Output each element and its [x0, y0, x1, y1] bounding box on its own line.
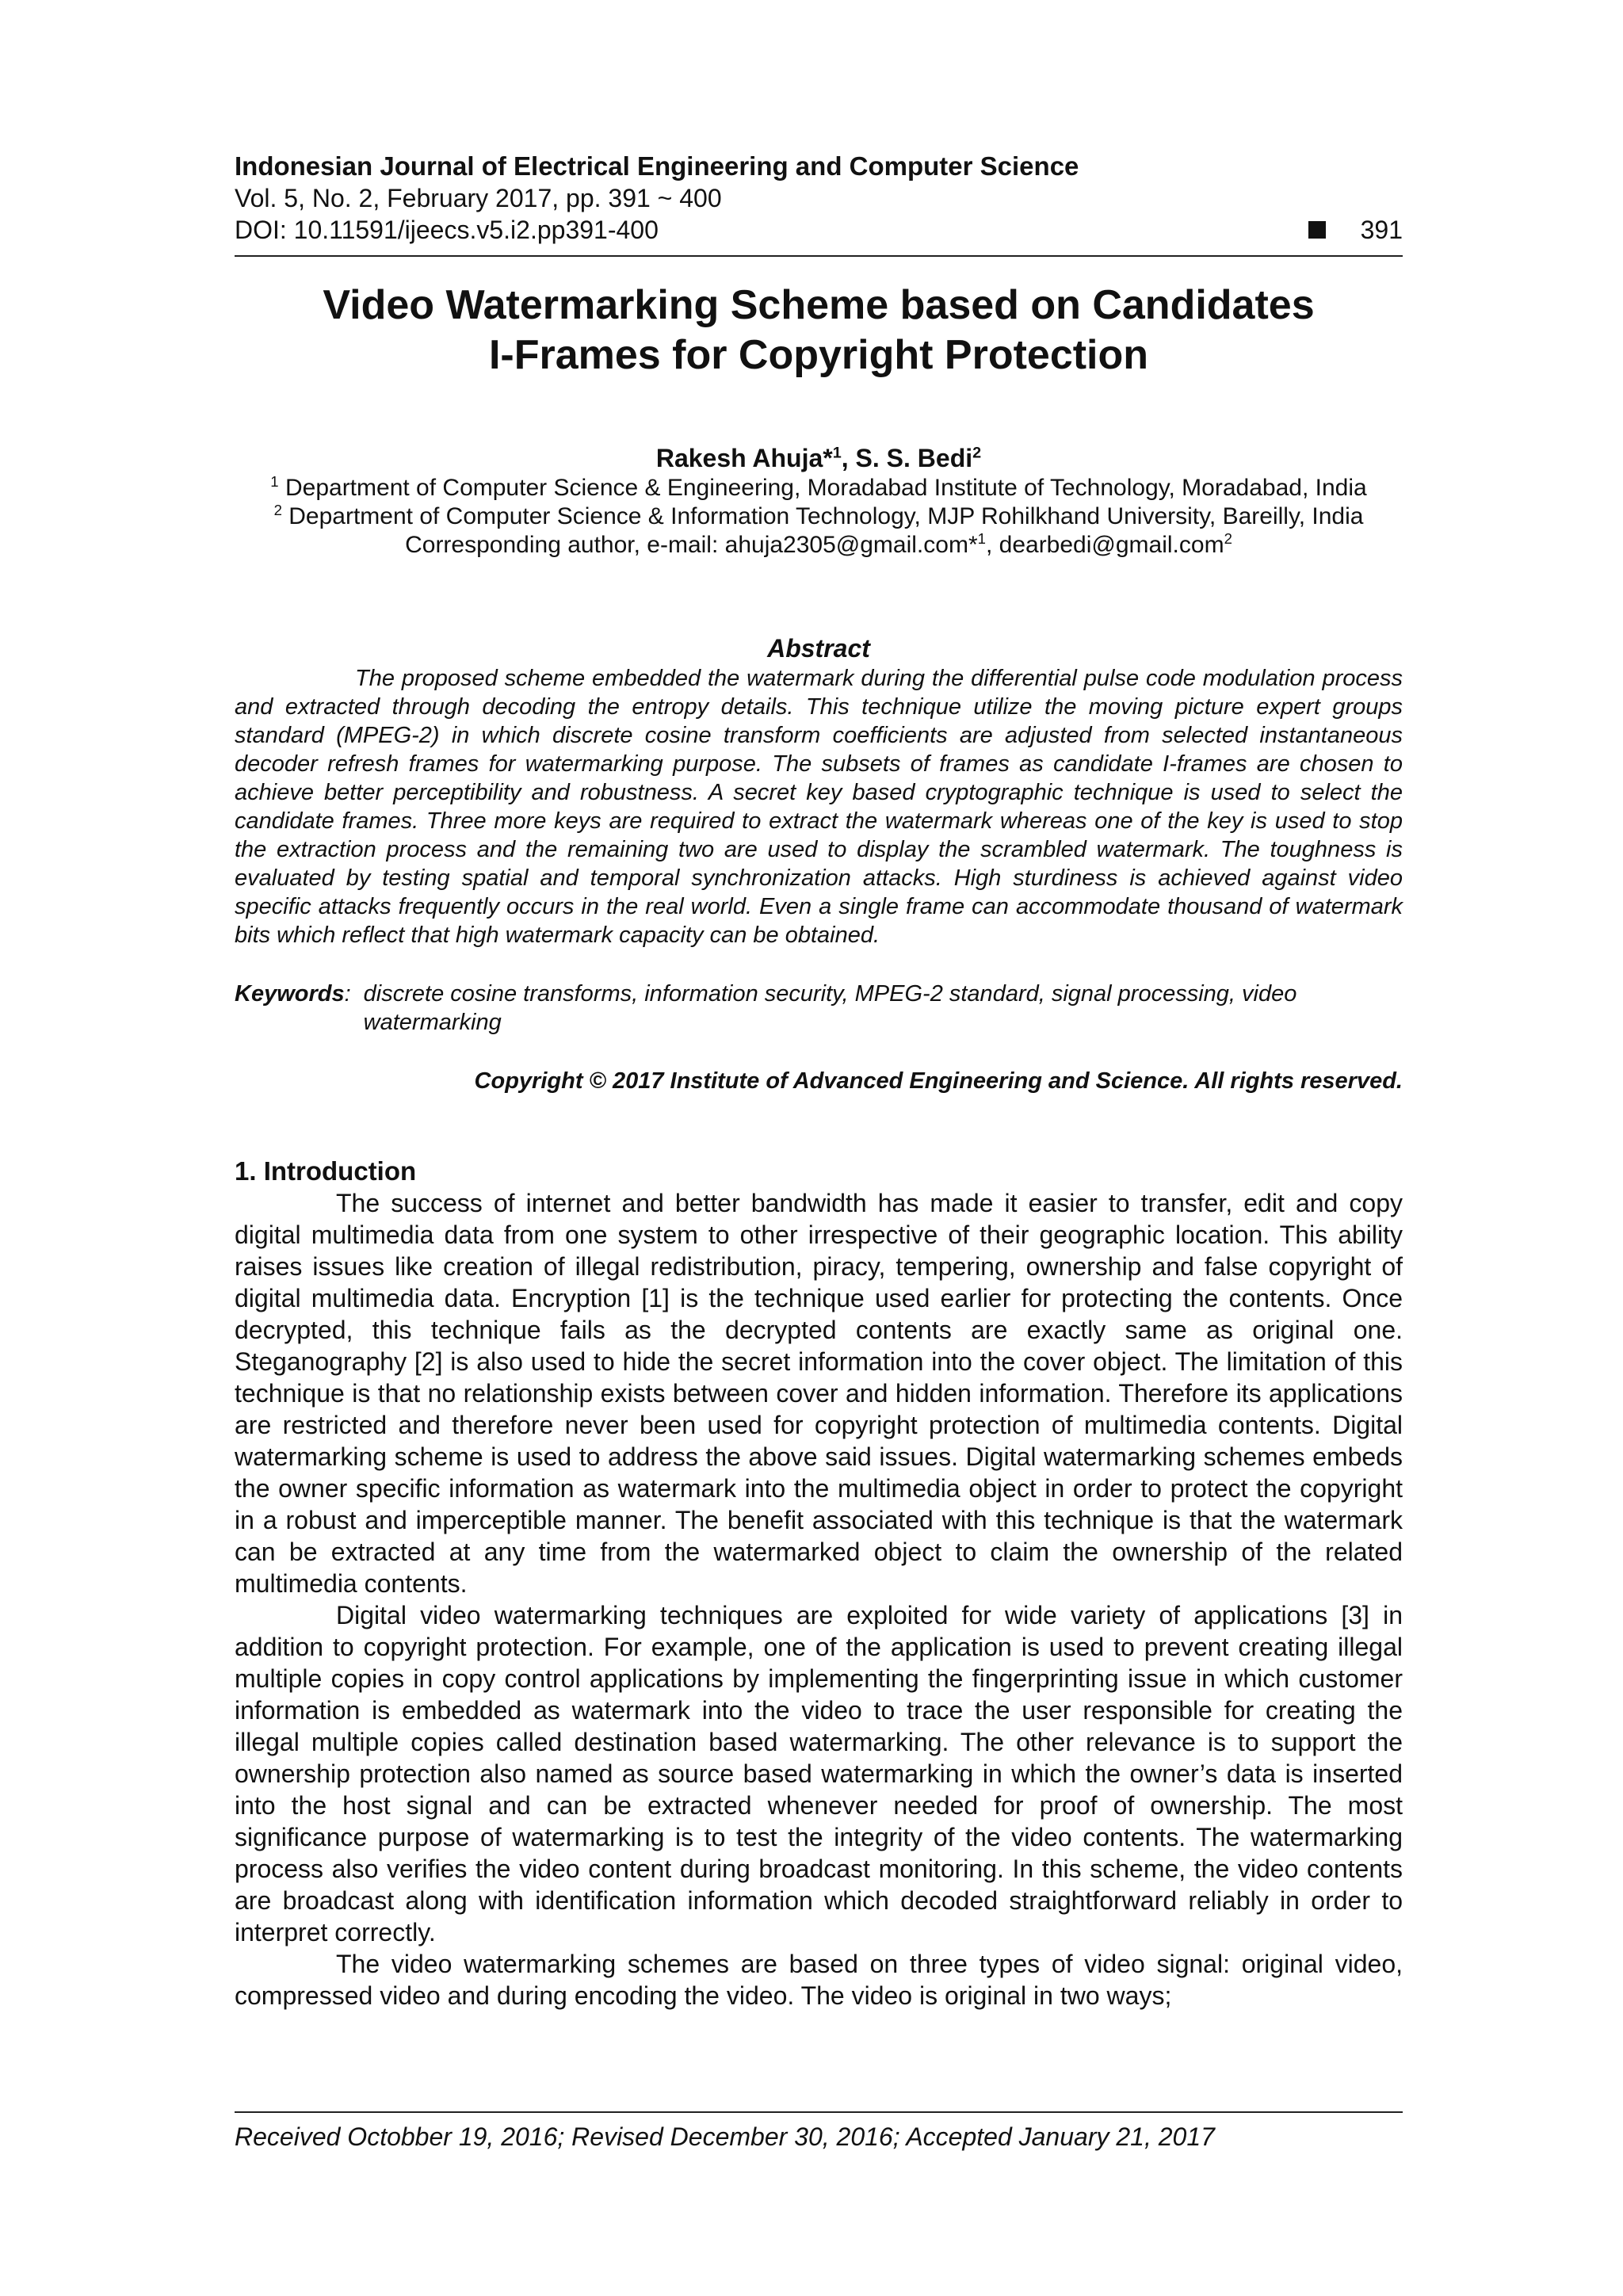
doi[interactable]: DOI: 10.11591/ijeecs.v5.i2.pp391-400 [235, 216, 659, 244]
footer-rule [235, 2111, 1403, 2113]
section-heading-introduction: 1. Introduction [235, 1156, 417, 1186]
corresponding-email-2[interactable]: , dearbedi@gmail.com [985, 532, 1224, 558]
corresponding-author [235, 531, 1403, 560]
corresponding-sup-2: 2 [1224, 530, 1232, 547]
affiliation-2 [235, 502, 1403, 531]
author-1-sup: 1 [832, 444, 842, 462]
keywords-text: discrete cosine transforms, information security, MPEG-2 standard, signal processing, video watermarking [363, 981, 1297, 1035]
page-number: 391 [1360, 215, 1403, 244]
page-number-group [1308, 216, 1403, 245]
author-2: S. S. Bedi [855, 444, 973, 472]
keywords-label: Keywords [235, 981, 345, 1007]
journal-name: Indonesian Journal of Electrical Engineering and Computer Science [235, 151, 1079, 181]
author-separator: , [841, 444, 856, 472]
author-1: Rakesh Ahuja* [655, 444, 833, 472]
affiliation-1 [235, 474, 1403, 502]
author-2-sup: 2 [972, 444, 982, 462]
intro-paragraph-3: The video watermarking schemes are based on three types of video signal: original video, compressed video and during encoding the video. The video is original in two ways; [235, 1950, 1403, 2010]
received-dates: Received Octobber 19, 2016; Revised December 30, 2016; Accepted January 21, 2017 [235, 2122, 1215, 2151]
abstract-text: The proposed scheme embedded the watermark during the differential pulse code modulation process and extracted through decoding the entropy details. This technique utilize the moving picture expert groups standard (MPEG-2) in which discrete cosine transform coefficients are adjusted from selected instantaneous decoder refresh frames for watermarking purpose. The subsets of frames as candidate I-frames are chosen to achieve better perceptibility and robustness. A secret key based cryptographic technique is used to select the candidate frames. Three more keys are required to extract the watermark whereas one of the key is used to stop the extraction process and the remaining two are used to display the scrambled watermark. The toughness is evaluated by testing spatial and temporal synchronization attacks. High sturdiness is achieved against video specific attacks frequently occurs in the real world. Even a single frame can accommodate thousand of watermark bits which reflect that high watermark capacity can be obtained. [235, 666, 1403, 948]
corresponding-sup-1: 1 [977, 530, 986, 547]
paper-page [235, 151, 1403, 2011]
keywords [235, 980, 1403, 1037]
title-line-2: I-Frames for Copyright Protection [488, 332, 1149, 378]
affiliation-2-text: Department of Computer Science & Information Technology, MJP Rohilkhand University, Bareilly, India [281, 503, 1364, 529]
paper-title [235, 281, 1403, 380]
square-bullet-icon [1308, 221, 1326, 239]
abstract-heading: Abstract [767, 634, 870, 663]
header-rule [235, 255, 1403, 257]
copyright-notice: Copyright © 2017 Institute of Advanced Engineering and Science. All rights reserved. [474, 1068, 1403, 1094]
page-footer [235, 2111, 1403, 2153]
volume-info: Vol. 5, No. 2, February 2017, pp. 391 ~ 400 [235, 184, 722, 212]
keywords-label-group [235, 980, 351, 1037]
authors [235, 442, 1403, 474]
intro-paragraph-2: Digital video watermarking techniques are exploited for wide variety of applications [3] in addition to copyright protection. For example, one of the application is used to prevent creating illegal multiple copies in copy control applications by implementing the fingerprinting issue in which customer information is embedded as watermark into the video to trace the user responsible for creating the illegal multiple copies called destination based watermarking. The other relevance is to support the ownership protection also named as source based watermarking in which the owner’s data is inserted into the host signal and can be extracted whenever needed for proof of ownership. The most significance purpose of watermarking is to test the integrity of the video contents. The watermarking process also verifies the video content during broadcast monitoring. In this scheme, the video contents are broadcast along with identification information which decoded straightforward reliably in order to interpret correctly. [235, 1601, 1403, 1946]
affiliation-2-sup: 2 [273, 502, 282, 518]
corresponding-prefix[interactable]: Corresponding author, e-mail: ahuja2305@gmail.com* [405, 532, 978, 558]
affiliation-1-sup: 1 [270, 473, 279, 490]
intro-paragraph-1: The success of internet and better bandwidth has made it easier to transfer, edit and copy digital multimedia data from one system to other irrespective of their geographic location. This ability raises issues like creation of illegal redistribution, piracy, tempering, ownership and false copyright of digital multimedia data. Encryption [1] is the technique used earlier for protecting the contents. Once decrypted, this technique fails as the decrypted contents are exactly same as original one. Steganography [2] is also used to hide the secret information into the cover object. The limitation of this technique is that no relationship exists between cover and hidden information. Therefore its applications are restricted and therefore never been used for copyright protection of multimedia contents. Digital watermarking scheme is used to address the above said issues. Digital watermarking schemes embeds the owner specific information as watermark into the multimedia object in order to protect the copyright in a robust and imperceptible manner. The benefit associated with this technique is that the watermark can be extracted at any time from the watermarked object to claim the ownership of the related multimedia contents. [235, 1189, 1403, 1598]
title-line-1: Video Watermarking Scheme based on Candidates [323, 282, 1315, 328]
affiliation-1-text: Department of Computer Science & Engineering, Moradabad Institute of Technology, Moradabad, India [278, 475, 1367, 501]
doi-row [235, 214, 1403, 246]
keywords-colon: : [344, 981, 351, 1007]
